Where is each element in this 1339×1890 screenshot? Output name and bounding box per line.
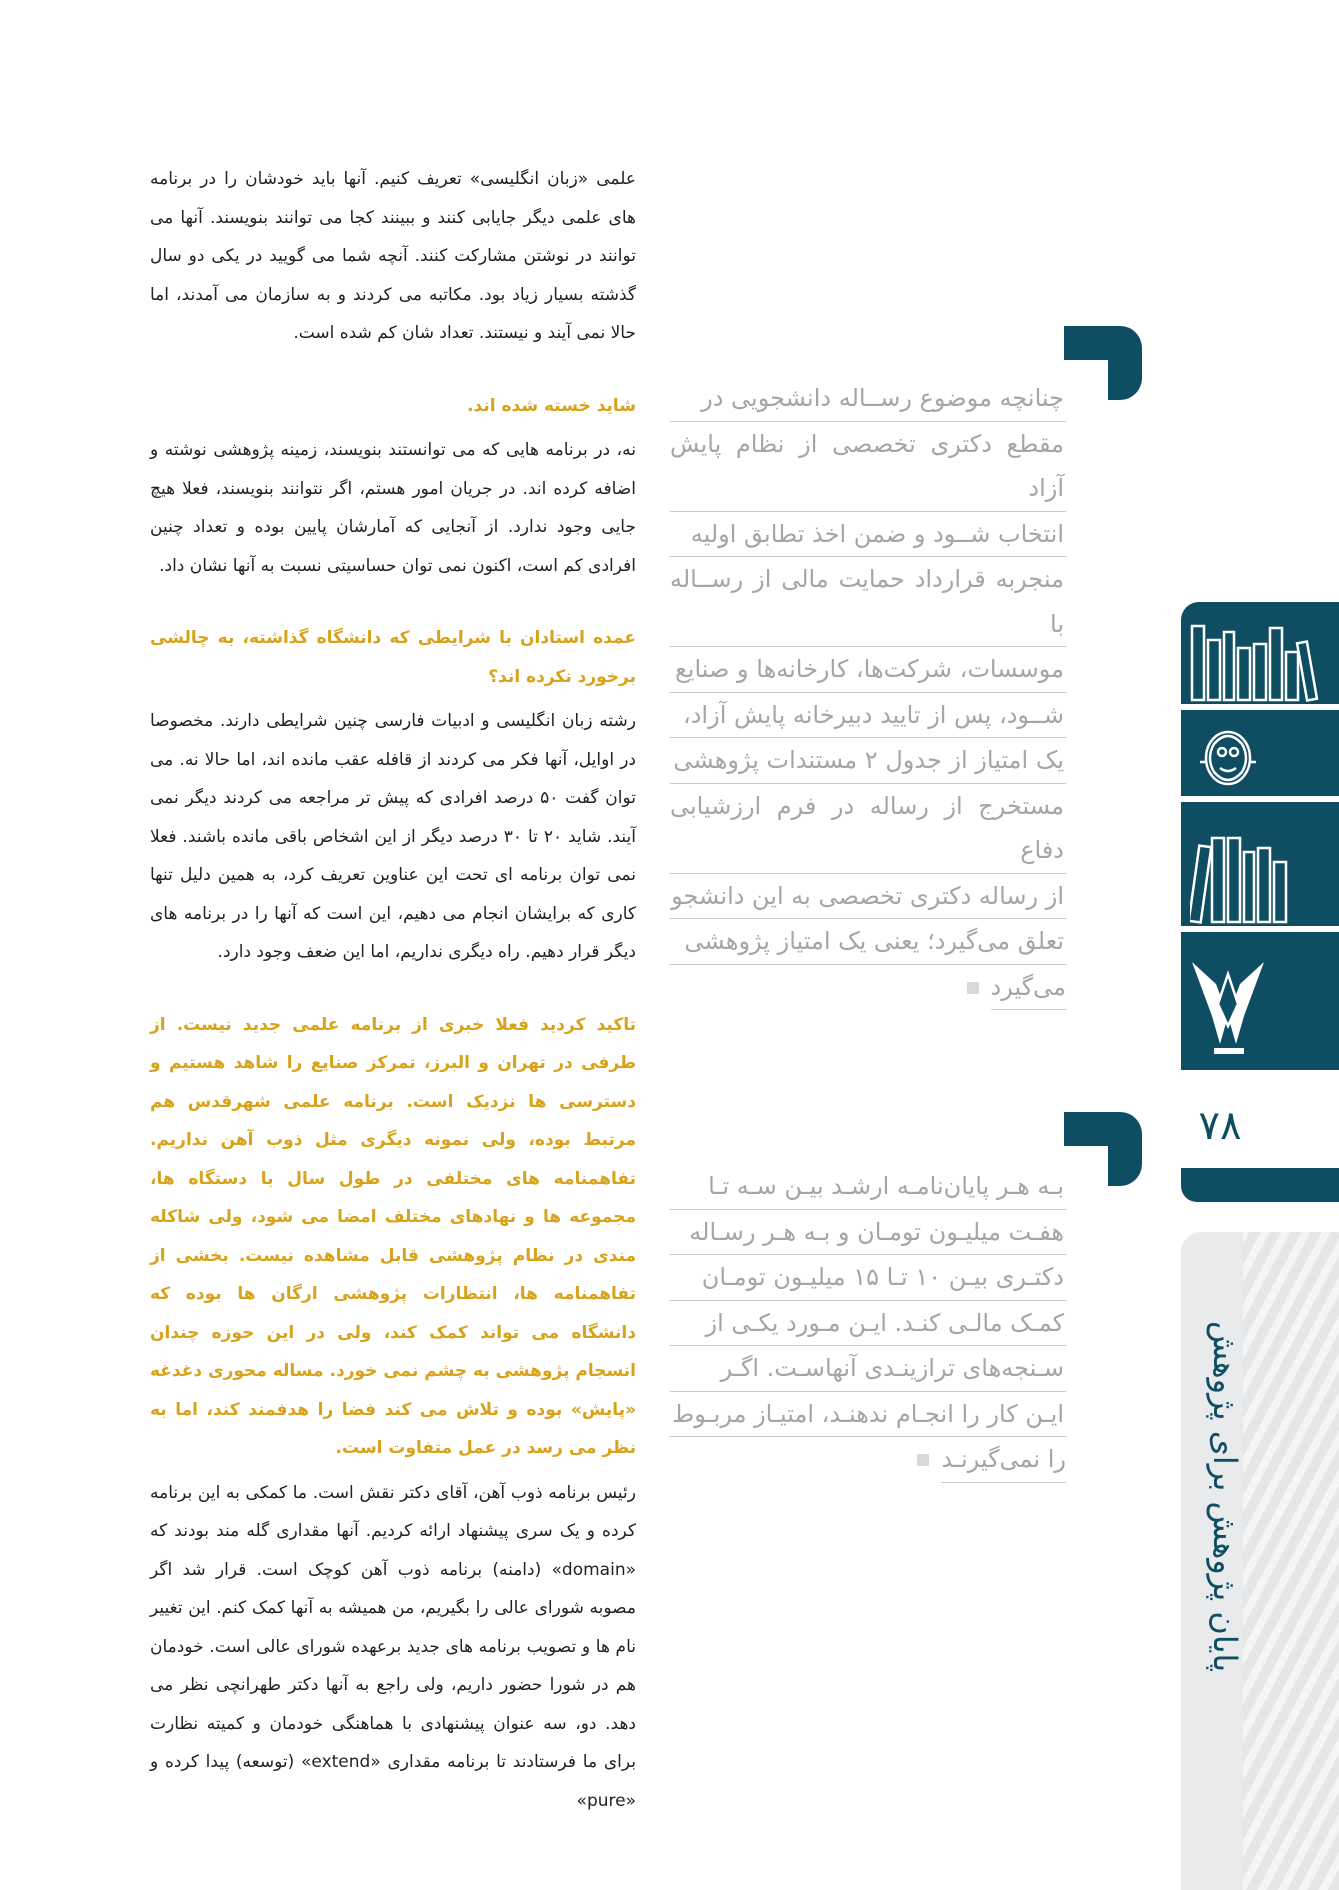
books-icon (1190, 832, 1330, 924)
page-number-tab (1181, 1168, 1339, 1202)
quote-line: منجربه قرارداد حمایت مالی از رســاله با (670, 557, 1066, 647)
interview-question: شاید خسته شده اند. (467, 395, 636, 416)
quote-line: سـنجه‌های ترازینـدی آنهاسـت. اگـر (670, 1346, 1066, 1392)
bookshelf-icon (1190, 618, 1330, 702)
quote-line: یک امتیاز از جدول ۲ مستندات پژوهشی (670, 738, 1066, 784)
shelf-divider (1181, 926, 1339, 932)
shelf-divider (1181, 704, 1339, 710)
interview-question: تاکید کردید فعلا خبری از برنامه علمی جدید نیست. از طرفی در تهران و البرز، تمرکز صنایع را شاهد هستیم و دسترسی ها نزدیک است. برنامه علمی شهرقدس هم مرتبط بوده، ولی نمونه دیگری مثل ذوب آهن نداریم. تفاهمنامه های مختلفی در طول سال با دستگاه ها، مجموعه ها و نهادهای مختلف امضا می شود، ولی شاکله مندی در نظام پژوهشی قابل مشاهده نیست. بخشی از تفاهمنامه ها، انتظارات پژوهشی ارگان ها بوده که دانشگاه می تواند کمک کند، ولی در این حوزه چندان انسجام پژوهشی به چشم نمی خورد. مساله محوری دغدغه «پایش» بوده و تلاش می کند فضا را هدفمند کند، اما به نظر می رسد در عمل متفاوت است. (150, 1014, 636, 1458)
page-number: ۷۸ (1198, 1103, 1242, 1149)
quote-line: دکتـری بیـن ۱۰ تـا ۱۵ میلیـون تومـان (670, 1255, 1066, 1301)
quote-line: موسسات، شرکت‌ها، کارخانه‌ها و صنایع (670, 647, 1066, 693)
quote-line: چنانچه موضوع رســاله دانشجویی در (670, 376, 1066, 422)
pull-quote-1 (670, 376, 1066, 1010)
quote-line: شــود، پس از تایید دبیرخانه پایش آزاد، (670, 693, 1066, 739)
section-title: پایان پژوهش برای پژوهش (1206, 1320, 1244, 1672)
body-paragraph: رئیس برنامه ذوب آهن، آقای دکتر نقش است. ما کمکی به این برنامه کرده و یک سری پیشنهاد ارائه کردیم. آنها مقداری گله مند بودند که «domain» (دامنه) برنامه ذوب آهن کوچک است. قرار شد اگر مصوبه شورای عالی را بگیریم، من همیشه به آنها کمک کنم. این تغییر نام ها و تصویب برنامه های جدید برعهده شورای عالی است. خودمان هم در شورا حضور داریم، ولی راجع به آنها دکتر طهرانچی نظر می دهد. دو، سه عنوان پیشنهادی با هماهنگی خودمان و کمیته نظارت برای ما فرستادند تا برنامه مقداری «extend» (توسعه) پیدا کرده و «pure» (150, 1482, 636, 1811)
body-paragraph: علمی «زبان انگلیسی» تعریف کنیم. آنها باید خودشان را در برنامه های علمی دیگر جایابی کنند و ببینند کجا می توانند بنویسند. آنها می توانند در نوشتن مشارکت کنند. آنچه شما می گویید در یکی دو سال گذشته بسیار زیاد بود. مکاتبه می کردند و به سازمان می آمدند، اما حالا نمی آیند و نیستند. تعداد شان کم شده است. (150, 169, 636, 343)
article-body (150, 160, 636, 1820)
quote-end-mark (917, 1454, 929, 1466)
quote-line: بـه هـر پایان‌نامـه ارشـد بیـن سـه تـا (670, 1164, 1066, 1210)
body-paragraph: نه، در برنامه هایی که می توانستند بنویسند، زمینه پژوهشی نوشته و اضافه کرده اند. در جریان امور هستم، اگر نتوانند بنویسند، فعلا هیچ جایی وجود ندارد. از آنجایی که آمارشان پایین بوده و تعداد چنین افرادی کم است، اکنون نمی توان حساسیتی نسبت به آنها نشان داد. (150, 440, 636, 576)
quote-line: مستخرج از رساله در فرم ارزشیابی دفاع (670, 784, 1066, 874)
quote-line: مقطع دکتری تخصصی از نظام پایش آزاد (670, 422, 1066, 512)
quote-line: انتخاب شــود و ضمن اخذ تطابق اولیه (670, 512, 1066, 558)
pull-quote-2 (670, 1164, 1066, 1483)
quote-line: ایـن کار را انجـام ندهنـد، امتیـاز مربـوط (670, 1392, 1066, 1438)
interview-question: عمده استادان با شرایطی که دانشگاه گذاشته، به چالشی برخورد نکرده اند؟ (150, 628, 636, 687)
body-paragraph: رشته زبان انگلیسی و ادبیات فارسی چنین شرایطی دارند. مخصوصا در اوایل، آنها فکر می کردند از قافله عقب مانده اند، اما حالا نه. می توان گفت ۵۰ درصد افرادی که پیش تر مراجعه می کردند دیگر نمی آیند. شاید ۲۰ تا ۳۰ درصد دیگر از این اشخاص باقی مانده باشند. فعلا نمی توان برنامه ای تحت این عناوین تعریف کرد، به همین دلیل تنها کاری که برایشان انجام می دهیم، این است که آنها را در برنامه های دیگر قرار دهیم. راه دیگری نداریم، اما این ضعف وجود دارد. (150, 711, 636, 962)
quote-line-last: را نمی‌گیرنـد (941, 1437, 1066, 1483)
quote-line: از رساله دکتری تخصصی به این دانشجو (670, 874, 1066, 920)
quote-line: کمـک مالـی کنـد. ایـن مـورد یکـی از (670, 1301, 1066, 1347)
quote-line-last: می‌گیرد (991, 965, 1066, 1011)
emblem-icon (1190, 722, 1330, 794)
quote-line: تعلق می‌گیرد؛ یعنی یک امتیاز پژوهشی (670, 919, 1066, 965)
quote-line: هفـت میلیـون تومـان و بـه هـر رسـاله (670, 1210, 1066, 1256)
quote-end-mark (967, 982, 979, 994)
university-logo-icon (1190, 954, 1330, 1058)
shelf-divider (1181, 796, 1339, 802)
